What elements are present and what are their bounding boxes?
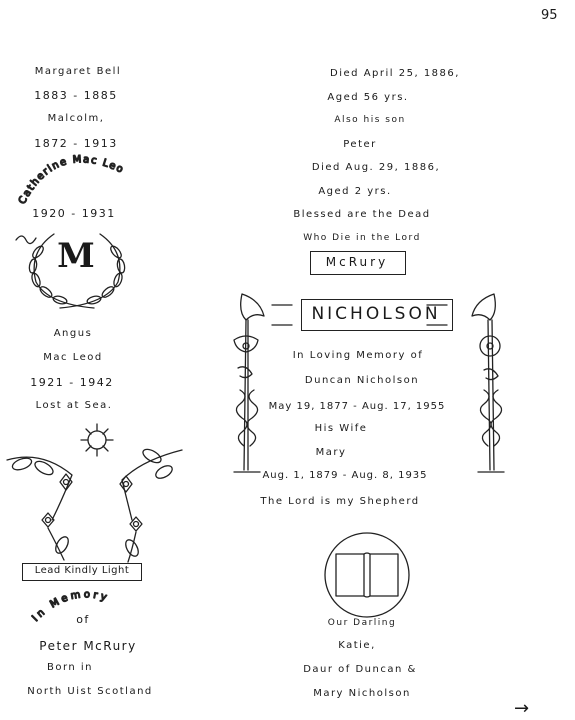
margaret-dates: 1883 - 1885 (34, 89, 118, 102)
in-memory: In Memory (30, 589, 111, 625)
malcolm-name: Malcolm, (47, 113, 105, 124)
birthplace: North Uist Scotland (27, 686, 153, 697)
peter-son: Peter (343, 139, 377, 150)
catherine-name: Catherine Mac Leod (12, 142, 126, 207)
lost-at-sea: Lost at Sea. (35, 400, 113, 411)
aged-1: Aged 56 yrs. (327, 92, 409, 103)
wreath-letter: M (57, 236, 95, 276)
angus-surname: Mac Leod (43, 352, 103, 363)
svg-text:In Memory (30, 589, 110, 624)
margaret-name: Margaret Bell (34, 66, 122, 77)
shepherd-verse: The Lord is my Shepherd (260, 496, 420, 507)
mary-wife: Mary (315, 447, 347, 458)
daur-of: Daur of Duncan & (303, 664, 417, 675)
of-label: of (76, 613, 90, 626)
loving-memory: In Loving Memory of (292, 350, 424, 361)
aged-2: Aged 2 yrs. (318, 186, 392, 197)
katie-name: Katie, (338, 640, 376, 651)
mary-dates: Aug. 1, 1879 - Aug. 8, 1935 (262, 470, 428, 481)
duncan-dates: May 19, 1877 - Aug. 17, 1955 (268, 401, 446, 412)
svg-text:Catherine Mac Leod (12, 142, 126, 206)
mcrury-name: McRury (325, 255, 389, 269)
died-2: Died Aug. 29, 1886, (311, 162, 441, 173)
blessed-line-1: Blessed are the Dead (293, 209, 431, 220)
angus-name: Angus (53, 328, 93, 339)
next-page-arrow: → (514, 698, 530, 719)
born-in: Born in (46, 662, 94, 673)
lead-kindly-light: Lead Kindly Light (34, 565, 130, 576)
peter-name: Peter McRury (39, 639, 137, 653)
nicholson-name: NICHOLSON (311, 304, 441, 324)
malcolm-dates: 1872 - 1913 (34, 137, 118, 150)
died-1: Died April 25, 1886, (330, 68, 460, 79)
angus-dates: 1921 - 1942 (30, 376, 114, 389)
floral-decoration-icon (2, 420, 172, 570)
also-son: Also his son (334, 115, 406, 125)
blessed-line-2: Who Die in the Lord (303, 233, 421, 243)
our-darling: Our Darling (327, 618, 397, 628)
catherine-dates: 1920 - 1931 (32, 207, 116, 220)
his-wife: His Wife (314, 423, 368, 434)
open-book-icon (322, 530, 412, 620)
mary-nicholson: Mary Nicholson (313, 688, 411, 699)
left-torch-ornament-icon (224, 290, 274, 480)
page-number: 95 (541, 8, 558, 23)
right-torch-ornament-icon (464, 290, 514, 480)
duncan-name: Duncan Nicholson (304, 375, 420, 386)
